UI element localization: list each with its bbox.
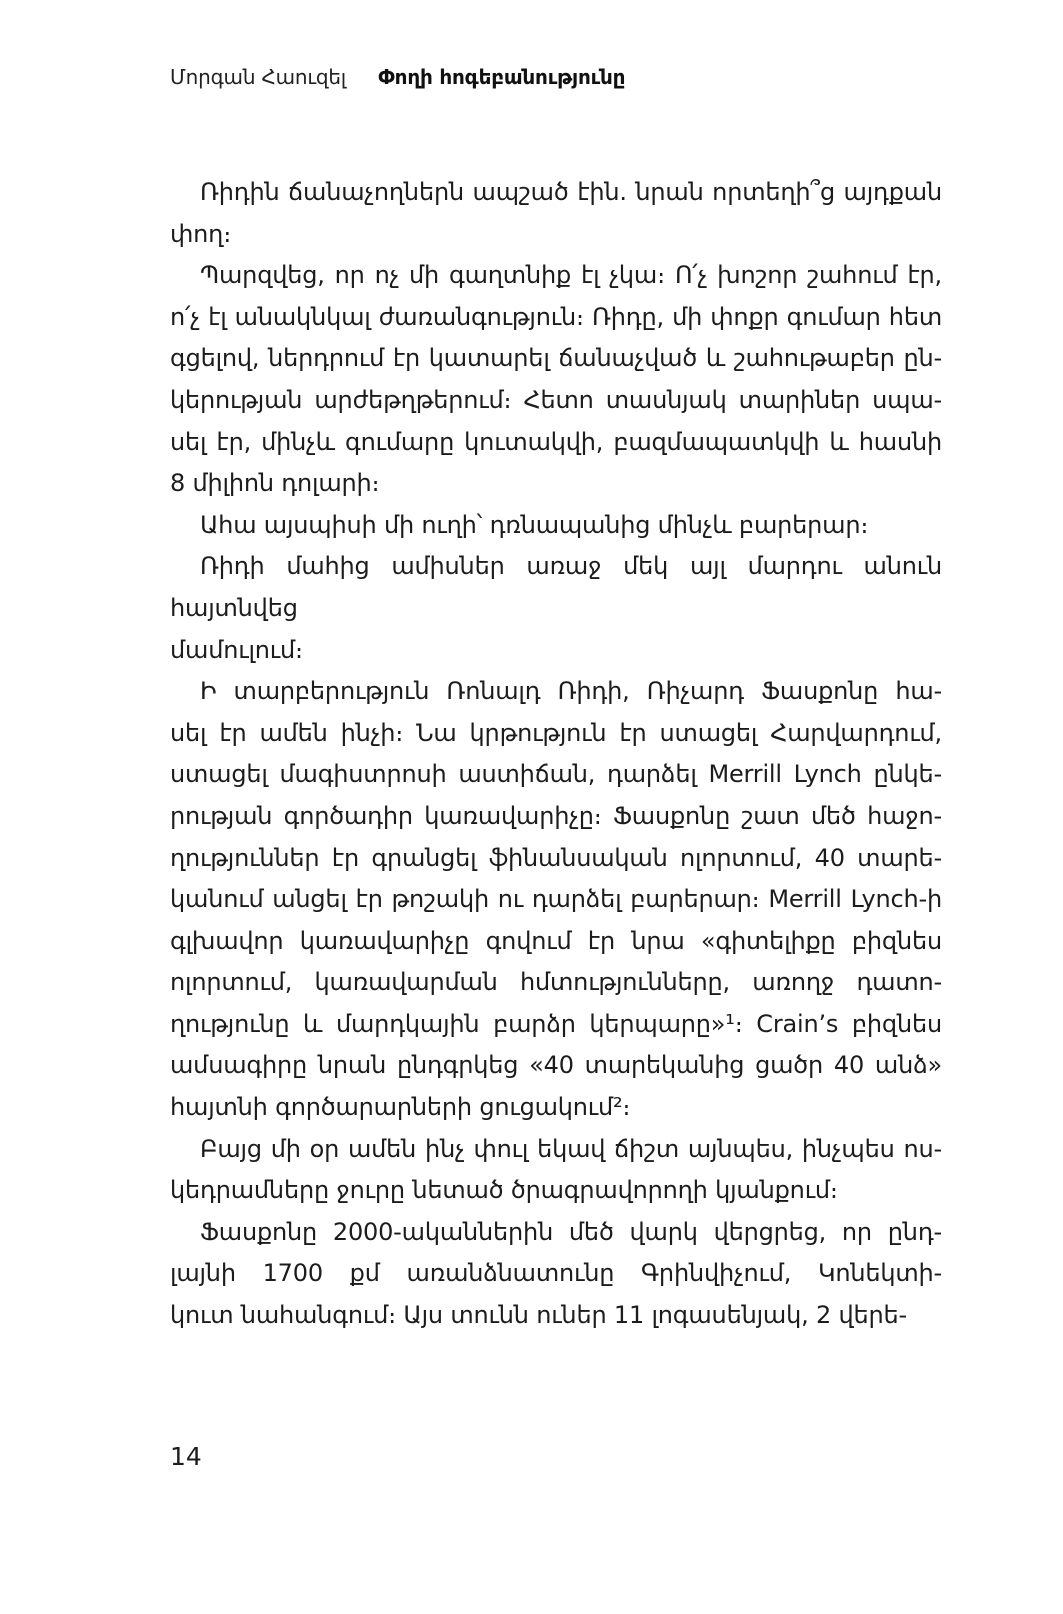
page-number: 14 [170, 1442, 202, 1471]
text-line: կերության արժեթղթերում։ Հետո տասնյակ տարիներ սպա- [170, 385, 942, 414]
text-line: րության գործադիր կառավարիչը։ Ֆասքոնը շատ մեծ հաջո- [170, 801, 942, 830]
text-line: ղությունը և մարդկային բարձր կերպարը»¹։ Crain’s բիզնես [170, 1009, 942, 1038]
paragraph [170, 671, 942, 1129]
text-line: մամուլում։ [170, 635, 303, 664]
paragraph [170, 546, 942, 671]
text-line: լայնի 1700 քմ առանձնատունը Գրինվիչում, Կոնեկտի- [170, 1259, 942, 1288]
text-line: հայտնի գործարարների ցուցակում²։ [170, 1093, 631, 1122]
text-line: կեդրամները ջուրը նետած ծրագրավորողի կյանքում։ [170, 1176, 838, 1205]
text-line: Ռիդի մահից ամիսներ առաջ մեկ այլ մարդու անուն հայտնվեց [170, 552, 942, 622]
paragraph [170, 1212, 942, 1337]
text-line: Ֆասքոնը 2000-ականներին մեծ վարկ վերցրեց, որ ընդ- [200, 1217, 942, 1246]
running-header [170, 64, 940, 90]
paragraph [170, 505, 942, 547]
text-line: Ռիդին ճանաչողներն ապշած էին. նրան որտեղի՞ց այդքան [200, 178, 942, 206]
text-line: գցելով, ներդրում էր կատարել ճանաչված և շահութաբեր ըն- [170, 344, 942, 373]
text-line: կանում անցել էր թոշակի ու դարձել բարերար։ Merrill Lynch-ի [170, 885, 942, 914]
text-line: սել էր, մինչև գումարը կուտակվի, բազմապատկվի և հասնի [170, 427, 942, 456]
text-line: 8 միլիոն դոլարի։ [170, 469, 380, 498]
body-text [170, 172, 942, 1337]
text-line: ոլորտում, կառավարման հմտությունները, առողջ դատո- [170, 968, 942, 997]
text-line: սել էր ամեն ինչի։ Նա կրթություն էր ստացել Հարվարդում, [170, 718, 942, 747]
paragraph [170, 172, 942, 255]
text-line: ղություններ էր գրանցել ֆինանսական ոլորտում, 40 տարե- [170, 843, 942, 872]
header-author: Մորգան Հաուզել [170, 65, 347, 89]
paragraph [170, 255, 942, 505]
paragraph [170, 1129, 942, 1212]
text-line: Պարզվեց, որ ոչ մի գաղտնիք էլ չկա։ Ո՛չ խոշոր շահում էր, [200, 261, 942, 290]
text-line: ստացել մագիստրոսի աստիճան, դարձել Merrill Lynch ընկե- [170, 760, 942, 789]
text-line: Ահա այսպիսի մի ուղի՝ դռնապանից մինչև բարերար։ [200, 510, 869, 539]
text-line: կուտ նահանգում։ Այս տունն ուներ 11 լոգասենյակ, 2 վերե- [170, 1301, 907, 1330]
text-line: ո՛չ էլ անակնկալ ժառանգություն։ Ռիդը, մի փոքր գումար հետ [170, 302, 942, 331]
text-line: Բայց մի օր ամեն ինչ փուլ եկավ ճիշտ այնպես, ինչպես ոս- [200, 1134, 942, 1163]
text-line: գլխավոր կառավարիչը գովում էր նրա «գիտելիքը բիզնես [170, 926, 942, 955]
text-line: փող։ [170, 219, 232, 248]
text-line: ամսագիրը նրան ընդգրկեց «40 տարեկանից ցածր 40 անձ» [170, 1051, 942, 1080]
text-line: Ի տարբերություն Ռոնալդ Ռիդի, Ռիչարդ Ֆասքոնը հա- [200, 677, 942, 706]
header-book-title: Փողի հոգեբանությունը [378, 65, 626, 89]
